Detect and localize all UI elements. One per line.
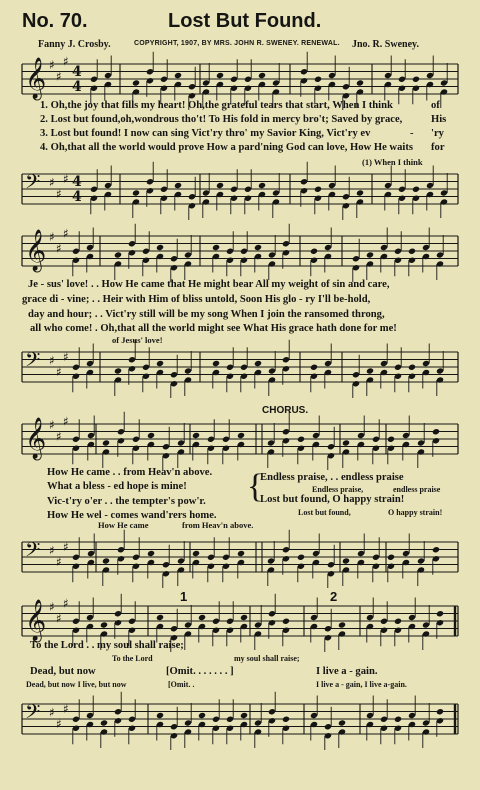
verse4-line1: 4. Oh,that all the world would prove How a pard'ning God can love, How He waits <box>40 142 413 153</box>
chorus-line-dead-but-now: Dead, but now <box>30 666 96 677</box>
verse2-line2: grace di - vine; . . Heir with Him of bliss untold, Soon His glo - ry I'll be-hold, <box>22 294 371 305</box>
svg-text:𝄞: 𝄞 <box>25 230 47 271</box>
alto-cue-of-jesus-love: of Jesus' love! <box>112 335 163 345</box>
svg-text:𝄢: 𝄢 <box>25 700 41 728</box>
svg-text:♯: ♯ <box>49 600 55 614</box>
verse4-line2: all who come! . Oh,that all the world might see What His grace hath done for me! <box>30 323 397 334</box>
svg-text:♯: ♯ <box>63 596 69 611</box>
system3-bass-staff <box>0 528 480 588</box>
svg-text:4: 4 <box>72 79 82 95</box>
author-credit: Fanny J. Crosby. <box>38 39 111 50</box>
system1-bass-staff <box>0 160 480 220</box>
chorus-small-i-live-again: I live a - gain, I live a-gain. <box>316 680 407 689</box>
chorus-line-endless-praise: Endless praise, . . endless praise <box>260 472 404 483</box>
svg-text:4: 4 <box>72 189 82 205</box>
hymn-title: Lost But Found. <box>168 10 322 32</box>
svg-text:♯: ♯ <box>63 349 69 364</box>
svg-text:♯: ♯ <box>63 701 69 716</box>
chorus-omit-2: [Omit. . <box>168 680 195 689</box>
verse1-line3: How He came . . from Heav'n above. <box>47 467 213 478</box>
bass-cue-how-he-came: How He came <box>98 520 149 530</box>
bass-cue-from-heaven-above: from Heav'n above. <box>182 520 254 530</box>
verse3-line2: day and hour; . . Vict'ry still will be my song When I join the ransomed throng, <box>28 309 385 320</box>
cue-my-soul-shall-raise: my soul shall raise; <box>234 654 300 663</box>
chorus-small-endless-praise-2: endless praise <box>393 485 441 494</box>
chorus-small-happy-strain: O happy strain! <box>388 508 443 517</box>
chorus-line-i-live-again: I live a - gain. <box>316 666 378 677</box>
svg-text:♯: ♯ <box>56 69 62 84</box>
svg-text:𝄢: 𝄢 <box>25 348 41 376</box>
verse2-line3: What a bless - ed hope is mine! <box>47 481 187 492</box>
svg-text:♯: ♯ <box>56 554 62 569</box>
system3-treble-staff <box>0 410 480 470</box>
verse1-line1: 1. Oh,the joy that fills my heart! Oh,the grateful tears that start, When I think <box>40 100 393 111</box>
first-ending-label: 1 <box>180 589 188 604</box>
svg-text:♯: ♯ <box>56 241 62 256</box>
svg-text:♯: ♯ <box>49 543 55 558</box>
svg-text:𝄢: 𝄢 <box>25 170 41 198</box>
chorus-small-dead-but-now: Dead, but now I live, but now <box>26 680 127 689</box>
verse2-line1: 2. Lost but found,oh,wondrous tho't! To His fold in mercy bro't; Saved by grace, <box>40 114 403 125</box>
svg-text:𝄞: 𝄞 <box>25 418 47 459</box>
verse3-line1-end: 'ry <box>431 128 444 139</box>
chorus-line-to-the-lord: To the Lord . . my soul shall raise; <box>30 640 184 651</box>
verse4-line1-end: for <box>431 142 445 153</box>
chorus-line-lost-but-found: Lost but found, O happy strain! <box>260 494 405 505</box>
svg-text:♯: ♯ <box>56 611 62 626</box>
svg-text:♯: ♯ <box>63 226 69 241</box>
chorus-small-endless-praise-1: Endless praise, <box>312 485 364 494</box>
svg-text:♯: ♯ <box>63 171 69 186</box>
composer-credit: Jno. R. Sweney. <box>352 39 419 50</box>
svg-text:4: 4 <box>72 64 82 80</box>
svg-text:𝄞: 𝄞 <box>25 58 47 99</box>
verse-brace: { <box>247 468 264 505</box>
verse3-line1: 3. Lost but found! I now can sing Vict'ry thro' my Savior King, Vict'ry ev <box>40 128 371 139</box>
svg-text:𝄞: 𝄞 <box>25 600 47 641</box>
cue-to-the-lord: To the Lord <box>112 654 153 663</box>
svg-text:♯: ♯ <box>56 429 62 444</box>
svg-text:♯: ♯ <box>56 186 62 201</box>
svg-text:4: 4 <box>72 174 82 190</box>
svg-text:♯: ♯ <box>56 364 62 379</box>
verse2-line1-end: His <box>431 114 447 125</box>
svg-text:♯: ♯ <box>49 175 55 190</box>
svg-text:♯: ♯ <box>49 230 55 244</box>
svg-text:♯: ♯ <box>49 418 55 432</box>
svg-text:♯: ♯ <box>49 353 55 368</box>
svg-text:♯: ♯ <box>49 58 55 72</box>
verse4-line3: How He wel - comes wand'rers home. <box>47 510 217 521</box>
verse1-line1-end: of <box>431 100 440 111</box>
verse3-line1-dash: - <box>410 128 414 139</box>
copyright-notice: COPYRIGHT, 1907, BY MRS. JOHN R. SWENEY. RENEWAL. <box>134 40 340 47</box>
hymn-number: No. 70. <box>22 10 88 32</box>
svg-text:♯: ♯ <box>63 54 69 69</box>
second-ending-label: 2 <box>330 589 338 604</box>
svg-text:♯: ♯ <box>56 716 62 731</box>
system2-bass-staff <box>0 338 480 398</box>
svg-text:♯: ♯ <box>63 539 69 554</box>
svg-text:♯: ♯ <box>63 414 69 429</box>
chorus-label: CHORUS. <box>262 405 309 416</box>
verse3-line3: Vic-t'ry o'er . . the tempter's pow'r. <box>47 496 206 507</box>
verse1-line2: Je - sus' love! . . How He came that He might bear All my weight of sin and care, <box>28 279 390 290</box>
svg-text:♯: ♯ <box>49 705 55 720</box>
chorus-small-lost-but-found: Lost but found, <box>298 508 351 517</box>
system2-treble-staff <box>0 222 480 282</box>
system4-bass-staff <box>0 690 480 750</box>
chorus-omit-1: [Omit. . . . . . . ] <box>166 666 234 677</box>
alto-cue-when-i-think: (1) When I think <box>362 157 423 167</box>
svg-text:𝄢: 𝄢 <box>25 538 41 566</box>
